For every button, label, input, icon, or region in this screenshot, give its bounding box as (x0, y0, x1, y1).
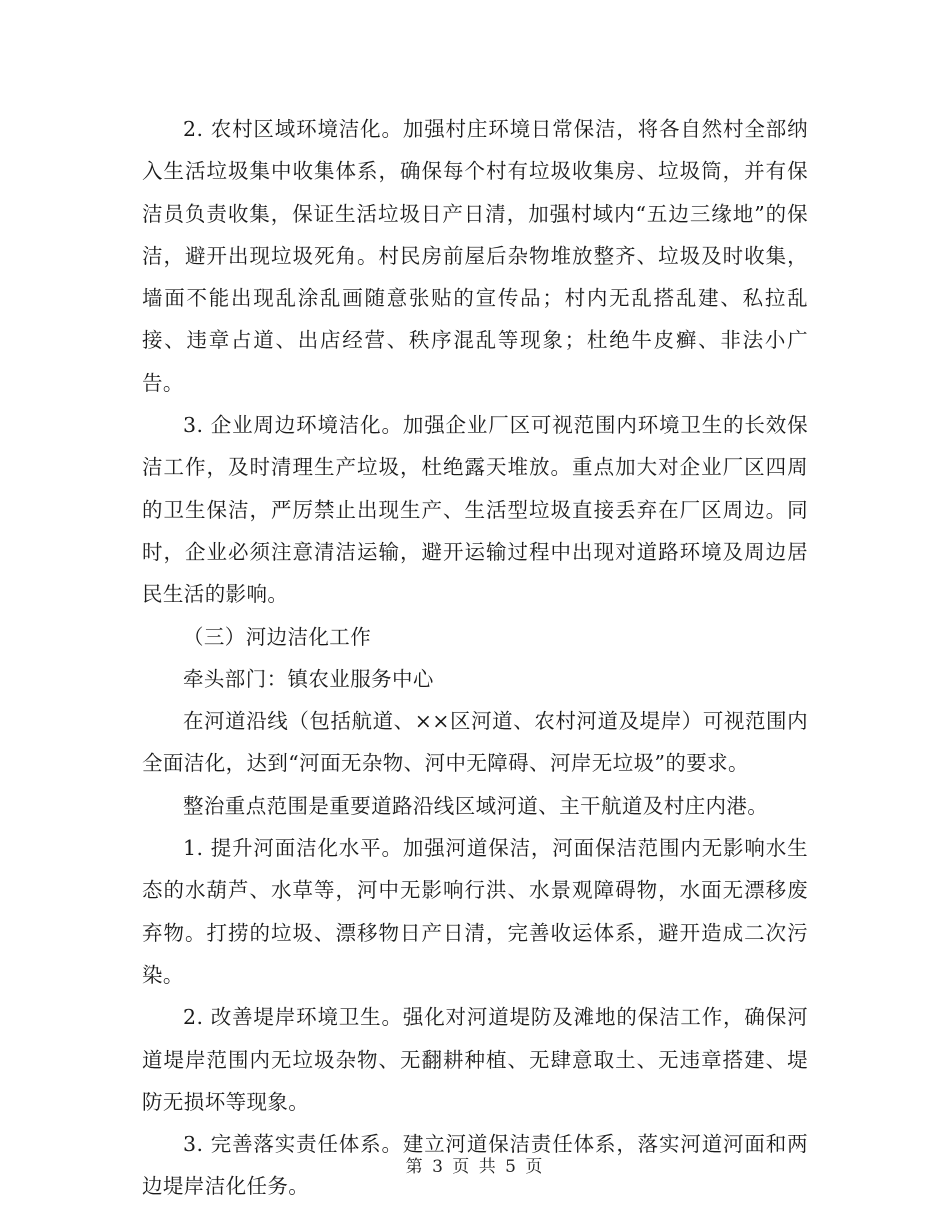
paragraph-lead-department: 牵头部门：镇农业服务中心 (183, 666, 434, 691)
section-heading-river: （三）河边洁化工作 (183, 624, 372, 649)
paragraph-river-surface: 1. 提升河面洁化水平。加强河道保洁，河面保洁范围内无影响水生态的水葫芦、水草等，河中无影响行洪、水景观障碍物，水面无漂移废弃物。打捞的垃圾、漂移物日产日清，完善收运体系，避开造成二次污染。 (142, 836, 808, 987)
paragraph-key-range: 整治重点范围是重要道路沿线区域河道、主干航道及村庄内港。 (183, 793, 769, 818)
document-body (142, 108, 808, 1208)
paragraph-embankment: 2. 改善堤岸环境卫生。强化对河道堤防及滩地的保洁工作，确保河道堤岸范围内无垃圾杂物、无翻耕种植、无肆意取土、无违章搭建、堤防无损坏等现象。 (142, 1005, 808, 1114)
paragraph-river-scope: 在河道沿线（包括航道、××区河道、农村河道及堤岸）可视范围内全面洁化，达到“河面无杂物、河中无障碍、河岸无垃圾”的要求。 (142, 709, 808, 776)
paragraph-enterprise-cleaning: 3. 企业周边环境洁化。加强企业厂区可视范围内环境卫生的长效保洁工作，及时清理生产垃圾，杜绝露天堆放。重点加大对企业厂区四周的卫生保洁，严厉禁止出现生产、生活型垃圾直接丢弃在厂区周边。同时，企业必须注意清洁运输，避开运输过程中出现对道路环境及周边居民生活的影响。 (142, 413, 808, 607)
paragraph-rural-cleaning: 2. 农村区域环境洁化。加强村庄环境日常保洁，将各自然村全部纳入生活垃圾集中收集体系，确保每个村有垃圾收集房、垃圾筒，并有保洁员负责收集，保证生活垃圾日产日清，加强村域内“五边三缘地”的保洁，避开出现垃圾死角。村民房前屋后杂物堆放整齐、垃圾及时收集，墙面不能出现乱涂乱画随意张贴的宣传品；村内无乱搭乱建、私拉乱接、违章占道、出店经营、秩序混乱等现象；杜绝牛皮癣、非法小广告。 (142, 117, 808, 395)
paragraph-responsibility: 3. 完善落实责任体系。建立河道保洁责任体系，落实河道河面和两边堤岸洁化任务。 (142, 1132, 808, 1199)
page-number-footer: 第 3 页 共 5 页 (405, 1157, 545, 1177)
